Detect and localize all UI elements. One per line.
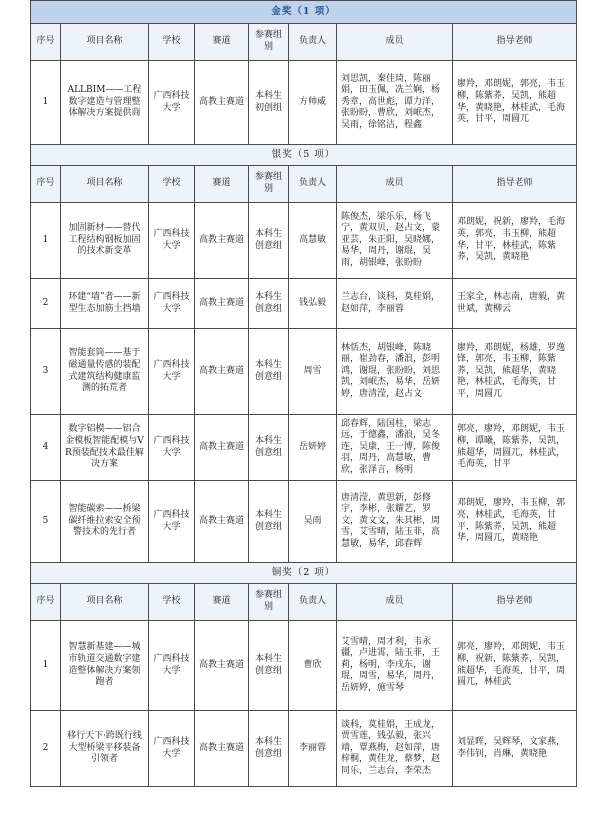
header-teachers: 指导老师 [453,166,577,203]
cell-members: 刘思凯，秦佳琦，陈丽娟，田玉佩，冼兰娴，杨秀章，高世彪，谭力洋，张盼盼，曹欣，刘岷杰，吴雨，徐铭洁，程鑫 [337,61,453,145]
cell-project-name: 移行天下·跨既行线大型桥梁平移装备引领者 [61,711,149,787]
header-row [31,584,577,621]
header-teachers: 指导老师 [453,24,577,61]
header-row [31,166,577,203]
header-leader: 负责人 [289,24,337,61]
header-project-name: 项目名称 [61,166,149,203]
cell-school: 广西科技大学 [149,279,195,329]
cell-group: 本科生创意组 [249,621,289,711]
cell-group: 本科生创意组 [249,481,289,563]
cell-school: 广西科技大学 [149,61,195,145]
cell-leader: 吴雨 [289,481,337,563]
awards-document [30,0,576,787]
cell-group: 本科生创意组 [249,279,289,329]
cell-track: 高教主赛道 [195,711,249,787]
cell-project-name: ALLBIM——工程数字建造与管理整体解决方案提供商 [61,61,149,145]
header-leader: 负责人 [289,584,337,621]
cell-members: 艾雪晴，周才利，韦永疆，卢进霄，陆玉菲，王莉，杨明，李戌东，谢琨，周雪，易华，周丹，岳妍婷，施雪琴 [337,621,453,711]
cell-track: 高教主赛道 [195,329,249,415]
cell-track: 高教主赛道 [195,415,249,481]
cell-group: 本科生初创组 [249,61,289,145]
awards-table [30,0,577,787]
table-row [31,61,577,145]
cell-row-number: 2 [31,279,61,329]
cell-project-name: 数字铝模——铝合金模板智能配模与VR预装配技术最佳解决方案 [61,415,149,481]
cell-teachers: 郭亮，廖羚，邓朗妮，韦玉柳，谭曦，陈紫荞，吴凯，熊超华，周圆兀，林桂武，毛海英，甘平 [453,415,577,481]
header-project-name: 项目名称 [61,584,149,621]
header-track: 赛道 [195,24,249,61]
cell-members: 陈俊杰，梁乐乐，杨飞宁，黄双贝，赵占文，蒙亚芸，朱正阳，吴晓娜，易华，周丹，谢琨，吴雨，胡银峰，张盼盼 [337,203,453,279]
cell-row-number: 1 [31,621,61,711]
header-teachers: 指导老师 [453,584,577,621]
header-school: 学校 [149,24,195,61]
header-members: 成员 [337,584,453,621]
cell-members: 谈科，莫桂娟，王成龙，贾雪莲，钱弘毅，张兴靖，覃燕梅，赵如萍，唐梓桐，黄佳龙，蔡梦，赵同乐，兰志台，李荣杰 [337,711,453,787]
header-project-name: 项目名称 [61,24,149,61]
cell-teachers: 廖羚，邓朗妮，郭亮，韦玉柳，陈紫荞，吴凯，熊超华，黄晓艳，林桂武，毛海英，甘平，周圆兀 [453,61,577,145]
cell-track: 高教主赛道 [195,203,249,279]
header-group: 参赛组别 [249,24,289,61]
header-row [31,24,577,61]
header-leader: 负责人 [289,166,337,203]
cell-project-name: 智能套筒——基于磁通量传感的装配式建筑结构健康监测的拓荒者 [61,329,149,415]
cell-track: 高教主赛道 [195,279,249,329]
cell-teachers: 刘显晖，吴辉琴，文家燕，李伟钊，肖琳，黄晓艳 [453,711,577,787]
cell-row-number: 1 [31,61,61,145]
cell-members: 唐清滢，黄思新，彭修宇，李彬，张耀艺，罗文，黄文文，朱其彬，周雪，艾雪晴，陆玉菲，高慧敏，易华，邱春辉 [337,481,453,563]
cell-members: 邱春辉，陆国柱，梁志远，于德鑫，潘浪，吴冬连，吴康，王一博，陈俊羽，周丹，高慧敏，曹欣，张泽言，杨明 [337,415,453,481]
cell-group: 本科生创意组 [249,711,289,787]
cell-leader: 高慧敏 [289,203,337,279]
cell-leader: 方帅威 [289,61,337,145]
header-row-number: 序号 [31,166,61,203]
header-track: 赛道 [195,584,249,621]
cell-row-number: 5 [31,481,61,563]
table-row [31,711,577,787]
cell-school: 广西科技大学 [149,711,195,787]
cell-row-number: 3 [31,329,61,415]
cell-teachers: 郭亮，廖羚，邓朗妮，韦玉柳，祝新，陈紫荞，吴凯，熊超华，毛海英，甘平，周圆兀，林桂武 [453,621,577,711]
section-title-row [31,145,577,166]
header-group: 参赛组别 [249,584,289,621]
cell-school: 广西科技大学 [149,203,195,279]
header-row-number: 序号 [31,24,61,61]
cell-leader: 周雪 [289,329,337,415]
section-title-row [31,1,577,24]
cell-track: 高教主赛道 [195,481,249,563]
cell-school: 广西科技大学 [149,621,195,711]
header-row-number: 序号 [31,584,61,621]
cell-group: 本科生创意组 [249,415,289,481]
cell-project-name: 环建“墙”者——新型生态加筋土挡墙 [61,279,149,329]
cell-group: 本科生创意组 [249,203,289,279]
cell-school: 广西科技大学 [149,415,195,481]
cell-track: 高教主赛道 [195,621,249,711]
header-members: 成员 [337,24,453,61]
cell-teachers: 王家全，林志南，唐毅，黄世斌，黄柳云 [453,279,577,329]
table-row [31,203,577,279]
cell-project-name: 智慧新基建——城市轨道交通数字建造整体解决方案领跑者 [61,621,149,711]
table-row [31,279,577,329]
section-title-row [31,563,577,584]
cell-group: 本科生创意组 [249,329,289,415]
cell-track: 高教主赛道 [195,61,249,145]
section-title: 铜奖（2 项） [31,563,577,584]
header-group: 参赛组别 [249,166,289,203]
table-row [31,415,577,481]
table-row [31,481,577,563]
cell-project-name: 智能碳索——桥梁碳纤维拉索安全预警技术的先行者 [61,481,149,563]
cell-teachers: 邓朗妮，廖羚，韦玉柳，郭亮，林桂武，毛海英，甘平，陈紫荞，吴凯，熊超华，周圆兀，黄晓艳 [453,481,577,563]
header-school: 学校 [149,166,195,203]
cell-leader: 曹欣 [289,621,337,711]
cell-leader: 岳妍婷 [289,415,337,481]
cell-leader: 钱弘毅 [289,279,337,329]
cell-project-name: 加固新材——替代工程结构钢板加固的技术新变革 [61,203,149,279]
table-row [31,621,577,711]
cell-row-number: 2 [31,711,61,787]
cell-school: 广西科技大学 [149,481,195,563]
cell-teachers: 廖羚，邓朗妮，杨雄，罗逸锋，郭亮，韦玉柳，陈紫荞，吴凯，熊超华，黄晓艳，林桂武，毛海英，甘平，周圆兀 [453,329,577,415]
header-members: 成员 [337,166,453,203]
cell-row-number: 4 [31,415,61,481]
table-row [31,329,577,415]
cell-row-number: 1 [31,203,61,279]
cell-school: 广西科技大学 [149,329,195,415]
cell-members: 兰志台，谈科，莫桂娟，赵如萍，李丽蓉 [337,279,453,329]
section-title: 金奖（1 项） [31,1,577,24]
header-school: 学校 [149,584,195,621]
header-track: 赛道 [195,166,249,203]
section-title: 银奖（5 项） [31,145,577,166]
cell-members: 林恬杰，胡银峰，陈晓丽，崔劲春，潘浪，彭明鸿，谢琨，张盼盼，刘思凯，刘岷杰，易华，岳妍婷，唐清滢，赵占文 [337,329,453,415]
cell-leader: 李丽蓉 [289,711,337,787]
cell-teachers: 邓朗妮，祝新，廖羚，毛海英，郭亮，韦玉柳，熊超华，甘平，林桂武，陈紫荞，吴凯，黄晓艳 [453,203,577,279]
